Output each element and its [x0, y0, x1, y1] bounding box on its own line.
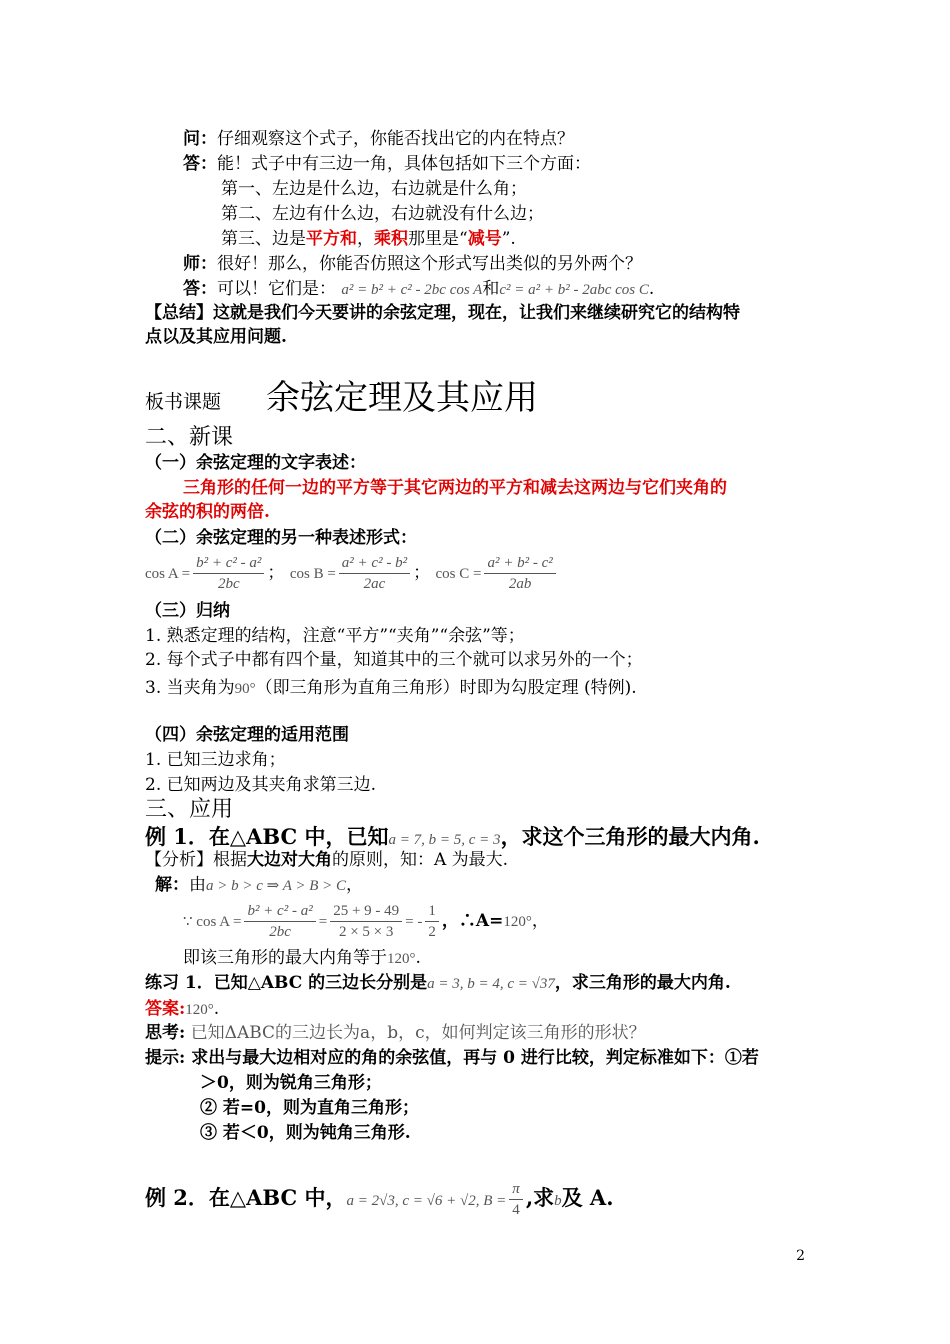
section-two-heading: 二、新课 — [145, 425, 234, 450]
analysis-line: 【分析】根据大边对大角的原则，知：A 为最大. — [145, 850, 509, 870]
example-two: 例 2．在△ABC 中，a = 2√3, c = √6 + √2, B = $\frac{\pi}{4}$ ,求b及 A. — [145, 1181, 614, 1218]
hint-line-4: ③ 若＜0，则为钝角三角形. — [200, 1123, 411, 1143]
subsection-four-title: （四）余弦定理的适用范围 — [145, 725, 349, 745]
point-one: 第一、左边是什么边，右边就是什么角； — [221, 179, 527, 199]
theorem-text-line-2: 余弦的积的两倍. — [145, 502, 270, 522]
theorem-text-line-1: 三角形的任何一边的平方等于其它两边的平方和减去这两边与它们夹角的 — [183, 478, 727, 498]
cosine-forms: cos A = $\frac{\text{b² + c² - a²}}{2bc}$ ； cos B = $\frac{\text{a² + c² - b²}}{2ac}$ ； cos C = $\frac{\text{a² + b² - c²}}{2ab}$ — [145, 551, 559, 596]
answer-two-line: 答：可以！它们是： a² = b² + c² - 2bc cos A和c² = a² + b² - 2abc cos C. — [183, 279, 655, 299]
page-number: 2 — [796, 1248, 805, 1264]
scope-item-2: 2. 已知两边及其夹角求第三边. — [145, 775, 377, 795]
formula-c: c² = a² + b² - 2abc cos C — [499, 282, 649, 298]
topic-label: 板书课题 — [145, 391, 222, 413]
answer-text: 能！式子中有三边一角，具体包括如下三个方面： — [217, 154, 591, 174]
practice-one: 练习 1．已知△ABC 的三边长分别是a = 3, b = 4, c = √37，求三角形的最大内角. — [145, 973, 731, 993]
answer-line — [183, 152, 591, 176]
subsection-two-title: （二）余弦定理的另一种表述形式： — [145, 528, 417, 548]
cosA-lhs: cos A = — [145, 566, 191, 582]
section-three-heading: 三、应用 — [145, 797, 234, 822]
summary-item-1: 1. 熟悉定理的结构，注意“平方”“夹角”“余弦”等； — [145, 626, 525, 646]
question-line — [183, 127, 574, 151]
question-label: 问： — [183, 129, 217, 149]
cosC-lhs: cos C = — [435, 566, 482, 582]
answer-value-line: 答案:120°. — [145, 999, 220, 1019]
highlight-square-sum: 平方和 — [306, 229, 357, 249]
hint-line-1: 提示: 求出与最大边相对应的角的余弦值，再与 0 进行比较，判定标准如下：①若 — [145, 1048, 759, 1068]
summary-item-3: 3. 当夹角为90°（即三角形为直角三角形）时即为勾股定理 (特例). — [145, 678, 637, 698]
hint-line-3: ② 若=0，则为直角三角形； — [200, 1098, 419, 1118]
highlight-product: 乘积 — [374, 229, 408, 249]
topic-title: 余弦定理及其应用 — [266, 378, 538, 418]
question-text: 仔细观察这个式子，你能否找出它的内在特点？ — [217, 129, 574, 149]
solution-line: 解：由a > b > c ⇒ A > B > C， — [155, 875, 364, 895]
subsection-one-title: （一）余弦定理的文字表述： — [145, 453, 366, 473]
point-two: 第二、左边有什么边，右边就没有什么边； — [221, 204, 544, 224]
example-one-given: a = 7, b = 5, c = 3 — [388, 832, 501, 848]
solution-conclusion: 即该三角形的最大内角等于120°. — [183, 948, 421, 968]
hint-line-2: ＞0，则为锐角三角形； — [200, 1073, 382, 1093]
cosB-lhs: cos B = — [289, 566, 336, 582]
scope-item-1: 1. 已知三边求角； — [145, 750, 286, 770]
ninety-degrees: 90° — [234, 681, 256, 697]
thinking-line: 思考: 已知ΔABC的三边长为a，b，c，如何判定该三角形的形状？ — [145, 1023, 646, 1043]
formula-a: a² = b² + c² - 2bc cos A — [341, 282, 483, 298]
summary-line-2: 点以及其应用问题. — [145, 327, 287, 347]
solution-calc: ∵ cos A = $\frac{\text{b² + c² - a²}}{2bc}$ = $\frac{25 + 9 - 49}{2 \times 5 \times 3}$ = - $\frac{1}{2}$ ，∴A=120°， — [183, 903, 549, 940]
highlight-minus: 减号 — [467, 229, 502, 249]
summary-line-1: 【总结】这就是我们今天要讲的余弦定理，现在，让我们来继续研究它的结构特 — [145, 303, 740, 323]
example-one: 例 1．在△ABC 中，已知a = 7, b = 5, c = 3，求这个三角形的最大内角. — [145, 824, 760, 849]
summary-item-2: 2. 每个式子中都有四个量，知道其中的三个就可以求另外的一个； — [145, 650, 643, 670]
ordering-math: a > b > c ⇒ A > B > C — [206, 878, 347, 894]
subsection-three-title: （三）归纳 — [145, 601, 230, 621]
point-three: 第三、边是平方和，乘积那里是“减号”. — [221, 229, 516, 249]
teacher-line: 师：很好！那么，你能否仿照这个形式写出类似的另外两个？ — [183, 254, 642, 274]
answer-label: 答： — [183, 154, 217, 174]
